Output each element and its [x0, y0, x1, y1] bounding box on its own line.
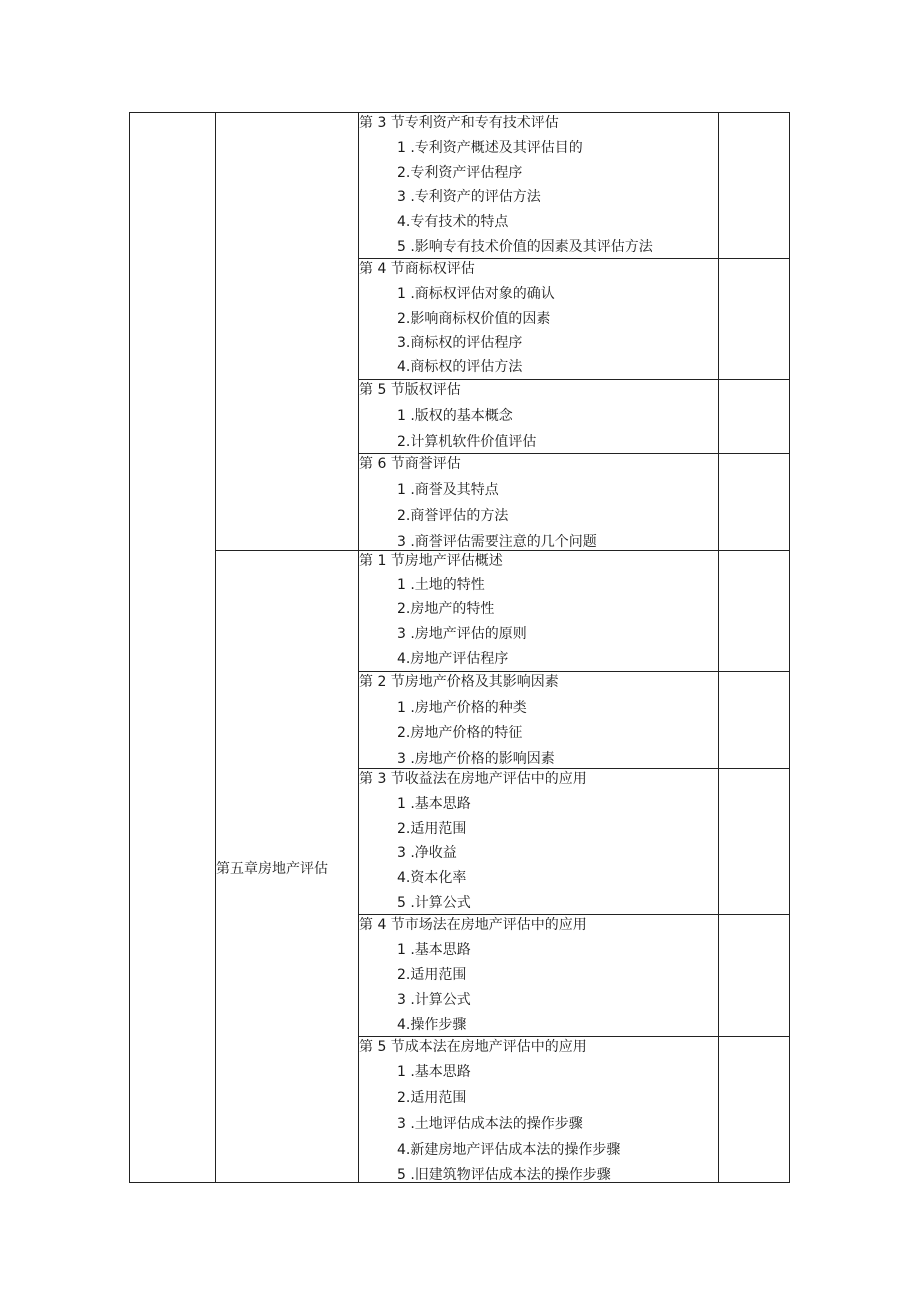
section-item: 1 .专利资产概述及其评估目的: [397, 140, 583, 156]
section-title: 第 3 节收益法在房地产评估中的应用: [359, 771, 587, 787]
section-item: 5 .计算公式: [397, 895, 471, 911]
table-border-left: [129, 112, 130, 1183]
table-border-right: [789, 112, 790, 1183]
section-item: 3 .净收益: [397, 845, 457, 861]
section-item: 3 .房地产评估的原则: [397, 626, 527, 642]
section-item: 2.专利资产评估程序: [397, 165, 523, 181]
section-row: [359, 671, 719, 768]
section-title: 第 6 节商誉评估: [359, 456, 461, 472]
section-item: 1 .房地产价格的种类: [397, 700, 527, 716]
section-item: 5 .影响专有技术价值的因素及其评估方法: [397, 239, 653, 255]
section-item: 4.操作步骤: [397, 1017, 467, 1033]
section-item: 3 .土地评估成本法的操作步骤: [397, 1116, 583, 1132]
section-item: 1 .商誉及其特点: [397, 482, 499, 498]
section-item: 4.新建房地产评估成本法的操作步骤: [397, 1142, 621, 1158]
section-item: 2.适用范围: [397, 1090, 467, 1106]
section-item: 3 .房地产价格的影响因素: [397, 751, 555, 767]
section-item: 3 .专利资产的评估方法: [397, 189, 541, 205]
section-item: 2.计算机软件价值评估: [397, 434, 537, 450]
section-title: 第 4 节市场法在房地产评估中的应用: [359, 917, 587, 933]
section-title: 第 2 节房地产价格及其影响因素: [359, 674, 559, 690]
section-row: [359, 768, 719, 914]
section-title: 第 4 节商标权评估: [359, 261, 475, 277]
section-item: 1 .基本思路: [397, 1064, 471, 1080]
section-item: 5 .旧建筑物评估成本法的操作步骤: [397, 1167, 611, 1183]
section-row: [359, 550, 719, 671]
section-item: 2.适用范围: [397, 821, 467, 837]
section-item: 4.专有技术的特点: [397, 214, 509, 230]
section-item: 1 .版权的基本概念: [397, 408, 513, 424]
section-item: 2.影响商标权价值的因素: [397, 311, 551, 327]
section-item: 1 .土地的特性: [397, 577, 485, 593]
section-title: 第 1 节房地产评估概述: [359, 553, 503, 569]
section-row: [359, 112, 719, 258]
section-item: 4.资本化率: [397, 870, 467, 886]
section-item: 3.商标权的评估程序: [397, 335, 523, 351]
section-item: 3 .商誉评估需要注意的几个问题: [397, 534, 597, 550]
section-row: [359, 379, 719, 453]
section-item: 3 .计算公式: [397, 992, 471, 1008]
section-title: 第 5 节成本法在房地产评估中的应用: [359, 1039, 587, 1055]
section-item: 1 .基本思路: [397, 942, 471, 958]
section-item: 2.房地产的特性: [397, 601, 495, 617]
syllabus-table: [129, 112, 790, 1183]
section-row: [359, 453, 719, 550]
section-item: 1 .基本思路: [397, 796, 471, 812]
section-title: 第 5 节版权评估: [359, 382, 461, 398]
section-row: [359, 1036, 719, 1182]
section-item: 2.商誉评估的方法: [397, 508, 509, 524]
section-row: [359, 258, 719, 379]
section-title: 第 3 节专利资产和专有技术评估: [359, 115, 559, 131]
column-divider-chapter: [215, 112, 216, 1183]
section-item: 2.适用范围: [397, 967, 467, 983]
section-item: 2.房地产价格的特征: [397, 725, 523, 741]
chapter-title: 第五章房地产评估: [216, 861, 328, 877]
section-item: 4.房地产评估程序: [397, 651, 509, 667]
section-row: [359, 914, 719, 1036]
section-item: 4.商标权的评估方法: [397, 359, 523, 375]
section-item: 1 .商标权评估对象的确认: [397, 286, 555, 302]
